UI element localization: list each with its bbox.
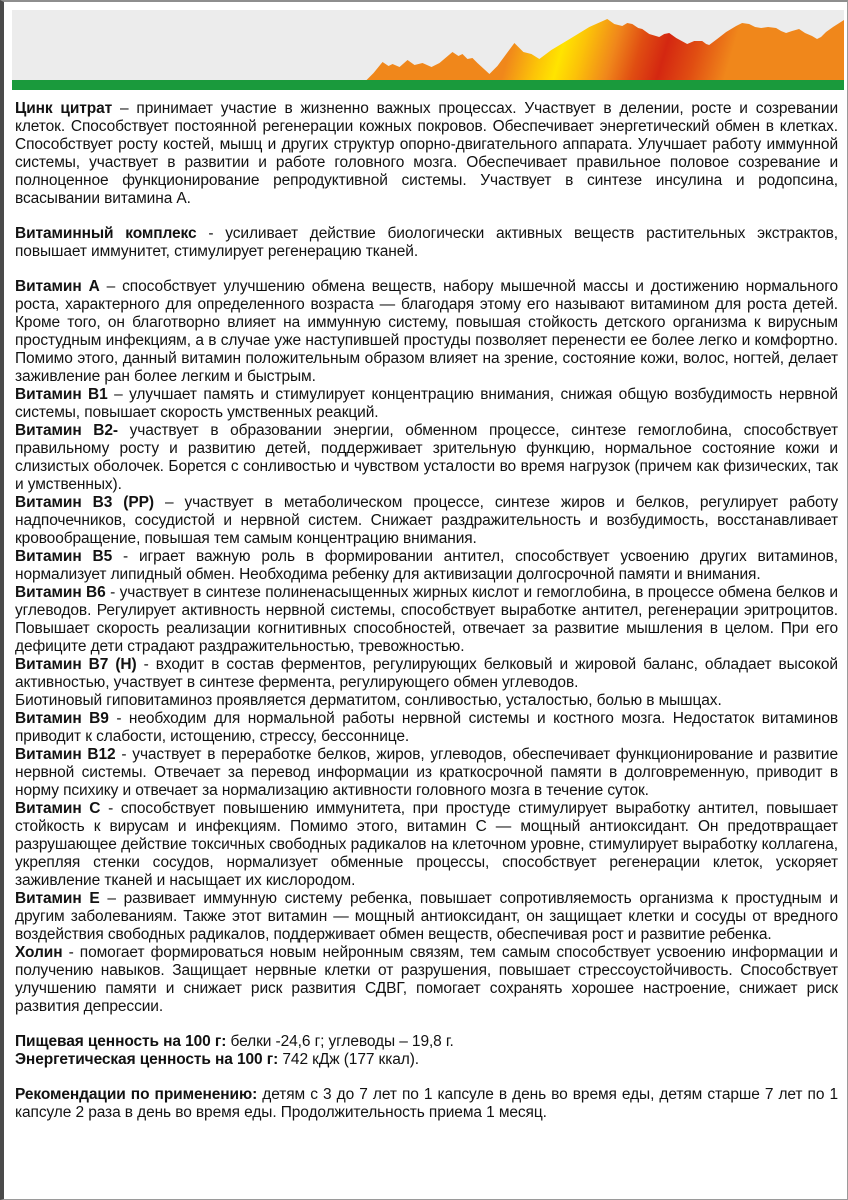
ingredient-description: - участвует в переработке белков, жиров, углеводов, обеспечивает функционирование и развитие нервной системы. Отвечает за перевод информации из краткосрочной памяти в долговременную, приводит в норму психику и отвечает за нормализацию активности головного мозга в течение суток. xyxy=(15,746,838,799)
ingredient-description: - участвует в синтезе полиненасыщенных жирных кислот и гемоглобина, в процессе обмена белков и углеводов. Регулирует активность нервной системы, способствует выработке антител, регенерации эритроцитов. Повышает скорость реализации когнитивных способностей, отвечает за развитие мышления в целом. При его дефиците дети страдают раздражительностью, тревожностью. xyxy=(15,584,838,655)
ingredient-term: Витамин В3 (РР) xyxy=(15,494,154,511)
ingredient-term: Пищевая ценность на 100 г: xyxy=(15,1033,227,1050)
ingredient-paragraph xyxy=(15,584,838,656)
ingredient-term: Цинк цитрат xyxy=(15,100,113,117)
ingredient-description: детям с 3 до 7 лет по 1 капсуле в день во время еды, детям старше 7 лет по 1 капсуле 2 раза в день во время еды. Продолжительность приема 1 месяц. xyxy=(15,1086,839,1121)
ingredient-description: - необходим для нормальной работы нервной системы и костного мозга. Недостаток витаминов приводит к слабости, истощению, стрессу, бессоннице. xyxy=(15,710,838,745)
ingredient-paragraph xyxy=(15,1086,838,1122)
ingredient-term: Витамин В12 xyxy=(15,746,116,763)
ingredient-term: Витамин С xyxy=(15,800,101,817)
ingredient-description: – улучшает память и стимулирует концентрацию внимания, снижая общую возбудимость нервной системы, повышает скорость умственных реакций. xyxy=(15,386,838,421)
body-text xyxy=(15,100,838,1122)
ingredient-term: Витаминный комплекс xyxy=(15,225,197,242)
ingredient-term: Холин xyxy=(15,944,63,961)
ingredient-paragraph xyxy=(15,100,838,208)
ingredient-description: - способствует повышению иммунитета, при простуде стимулирует выработку антител, повышает стойкость к вирусам и инфекциям. Помимо этого, витамин С — мощный антиоксидант. Он предотвращает разрушающее действие токсичных свободных радикалов на клеточном уровне, стимулирует выработку коллагена, укрепляя стенки сосудов, нормализует обменные процессы, способствует регенерации клеток, ускоряет заживление тканей и насыщает их кислородом. xyxy=(15,800,839,889)
ingredient-description: - играет важную роль в формировании антител, способствует усвоению других витаминов, нормализует липидный обмен. Необходима ребенку для активизации долгосрочной памяти и внимания. xyxy=(15,548,838,583)
ingredient-paragraph xyxy=(15,890,838,944)
ingredient-description: – способствует улучшению обмена веществ, набору мышечной массы и достижению нормального роста, характерного для определенного возраста — благодаря этому его называют витамином для роста детей. Кроме того, он благотворно влияет на иммунную систему, повышая стойкость детского организма к вирусным простудным инфекциям, а в случае уже наступившей простуды позволяет перенести ее более легко и комфортно. Помимо этого, данный витамин положительным образом влияет на зрение, состояние кожи, волос, ногтей, делает заживление ран более легким и быстрым. xyxy=(15,278,838,385)
ingredient-description: Биотиновый гиповитаминоз проявляется дерматитом, сонливостью, усталостью, болью в мышцах. xyxy=(15,692,722,709)
ingredient-term: Витамин А xyxy=(15,278,100,295)
ingredient-term: Рекомендации по применению: xyxy=(15,1086,258,1103)
ingredient-paragraph xyxy=(15,656,838,692)
ingredient-paragraph xyxy=(15,1051,838,1069)
ingredient-description: – принимает участие в жизненно важных процессах. Участвует в делении, росте и созревании клеток. Способствует постоянной регенерации кожных покровов. Обеспечивает энергетический обмен в клетках. Способствует росту костей, мышц и других структур опорно-двигательного аппарата. Улучшает работу иммунной системы, участвует в развитии и работе головного мозга. Обеспечивает правильное половое созревание и полноценное функционирование репродуктивной системы. Участвует в синтезе инсулина и родопсина, всасывании витамина А. xyxy=(15,100,838,207)
ingredient-paragraph xyxy=(15,422,838,494)
ingredient-description: – участвует в метаболическом процессе, синтезе жиров и белков, регулирует работу надпочечников, сосудистой и нервной систем. Снижает раздражительность и возбудимость, восстанавливает кровообращение, повышая тем самым концентрацию внимания. xyxy=(15,494,838,547)
ingredient-term: Витамин Е xyxy=(15,890,100,907)
ingredient-paragraph xyxy=(15,386,838,422)
ingredient-description: участвует в образовании энергии, обменном процессе, синтезе гемоглобина, способствует правильному росту и развитию детей, поддерживает зрительную функцию, нормальное состояние кожи и слизистых оболочек. Борется с сонливостью и чувством усталости во время нагрузок (причем как физических, так и умственных). xyxy=(15,422,838,493)
ingredient-paragraph xyxy=(15,944,838,1016)
ingredient-description: 742 кДж (177 ккал). xyxy=(278,1051,419,1068)
ingredient-paragraph xyxy=(15,225,838,261)
header-artwork xyxy=(12,10,844,90)
ingredient-term: Витамин В7 (Н) xyxy=(15,656,137,673)
ingredient-paragraph xyxy=(15,692,838,710)
ingredient-term: Витамин В6 xyxy=(15,584,106,601)
ingredient-paragraph xyxy=(15,800,838,890)
ingredient-term: Энергетическая ценность на 100 г: xyxy=(15,1051,279,1068)
ingredient-description: - помогает формироваться новым нейронным связям, тем самым способствует усвоению информации и получению навыков. Защищает нервные клетки от разрушения, повышает стрессоустойчивость. Способствует улучшению памяти и снижает риск развития СДВГ, помогает сохранять хорошее настроение, снижает риск развития депрессии. xyxy=(15,944,838,1015)
ingredient-description: - входит в состав ферментов, регулирующих белковый и жировой баланс, обладает высокой активностью, участвует в синтезе фермента, регулирующего обмен углеводов. xyxy=(15,656,838,691)
ingredient-paragraph xyxy=(15,494,838,548)
ingredient-description: - усиливает действие биологически активных веществ растительных экстрактов, повышает иммунитет, стимулирует регенерацию тканей. xyxy=(15,225,839,260)
ingredient-term: Витамин В9 xyxy=(15,710,109,727)
ingredient-paragraph xyxy=(15,746,838,800)
ingredient-term: Витамин В1 xyxy=(15,386,108,403)
mountain-banner-svg xyxy=(12,10,844,90)
ingredient-term: Витамин В2- xyxy=(15,422,118,439)
ingredient-term: Витамин В5 xyxy=(15,548,113,565)
ingredient-description: белки -24,6 г; углеводы – 19,8 г. xyxy=(226,1033,454,1050)
green-bar xyxy=(12,80,844,90)
ingredient-description: – развивает иммунную систему ребенка, повышает сопротивляемость организма к простудным и другим заболеваниям. Также этот витамин — мощный антиоксидант, он защищает клетки и сосуды от вредного воздействия свободных радикалов, поддерживает обмен веществ, обеспечивая рост и развитие ребенка. xyxy=(15,890,838,943)
ingredient-paragraph xyxy=(15,1033,838,1051)
ingredient-paragraph xyxy=(15,278,838,386)
ingredient-paragraph xyxy=(15,548,838,584)
ingredient-paragraph xyxy=(15,710,838,746)
